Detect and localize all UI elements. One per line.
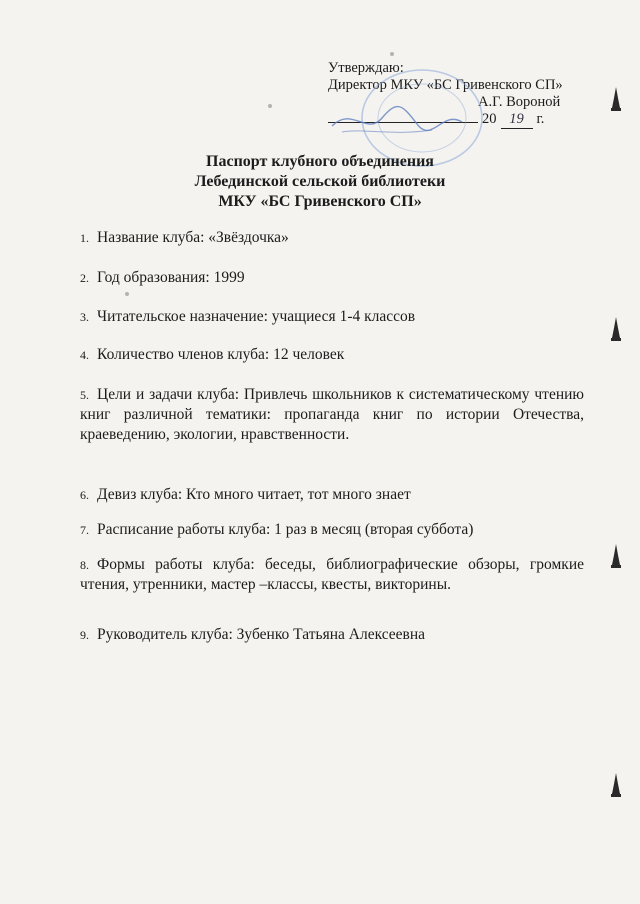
- document-title: [0, 152, 640, 212]
- binder-mark-icon: [608, 543, 624, 569]
- approval-director: Директор МКУ «БС Гривенского СП»: [328, 77, 563, 93]
- item-schedule: 7. Расписание работы клуба: 1 раз в месяц (вторая суббота): [80, 521, 474, 538]
- item-goals: 5. Цели и задачи клуба: Привлечь школьников к систематическому чтению книг различной тематики: пропаганда книг по истории Отечества, краеведению, экологии, нравственности.: [80, 386, 584, 443]
- binder-mark-icon: [608, 772, 624, 798]
- item-club-name: 1. Название клуба: «Звёздочка»: [80, 229, 289, 246]
- date-year: 19: [501, 111, 533, 129]
- title-line-2: Лебединской сельской библиотеки: [194, 173, 446, 190]
- scan-speck: [268, 104, 272, 108]
- title-line-3: МКУ «БС Гривенского СП»: [218, 193, 422, 210]
- item-year-founded: 2. Год образования: 1999: [80, 269, 245, 286]
- scan-speck: [390, 52, 394, 56]
- item-work-forms: 8. Формы работы клуба: беседы, библиографические обзоры, громкие чтения, утренники, мастер –классы, квесты, викторины.: [80, 556, 584, 593]
- title-line-1: Паспорт клубного объединения: [206, 153, 434, 170]
- approval-name: А.Г. Вороной: [478, 94, 561, 110]
- binder-mark-icon: [608, 86, 624, 112]
- date-prefix: 20: [482, 111, 497, 127]
- item-reader-audience: 3. Читательское назначение: учащиеся 1-4 классов: [80, 308, 416, 325]
- item-motto: 6. Девиз клуба: Кто много читает, тот много знает: [80, 486, 411, 503]
- item-member-count: 4. Количество членов клуба: 12 человек: [80, 346, 345, 363]
- binder-mark-icon: [608, 316, 624, 342]
- item-club-leader: 9. Руководитель клуба: Зубенко Татьяна Алексеевна: [80, 626, 426, 643]
- scan-speck: [125, 292, 129, 296]
- date-suffix: г.: [536, 111, 545, 127]
- approval-heading: Утверждаю:: [328, 60, 404, 76]
